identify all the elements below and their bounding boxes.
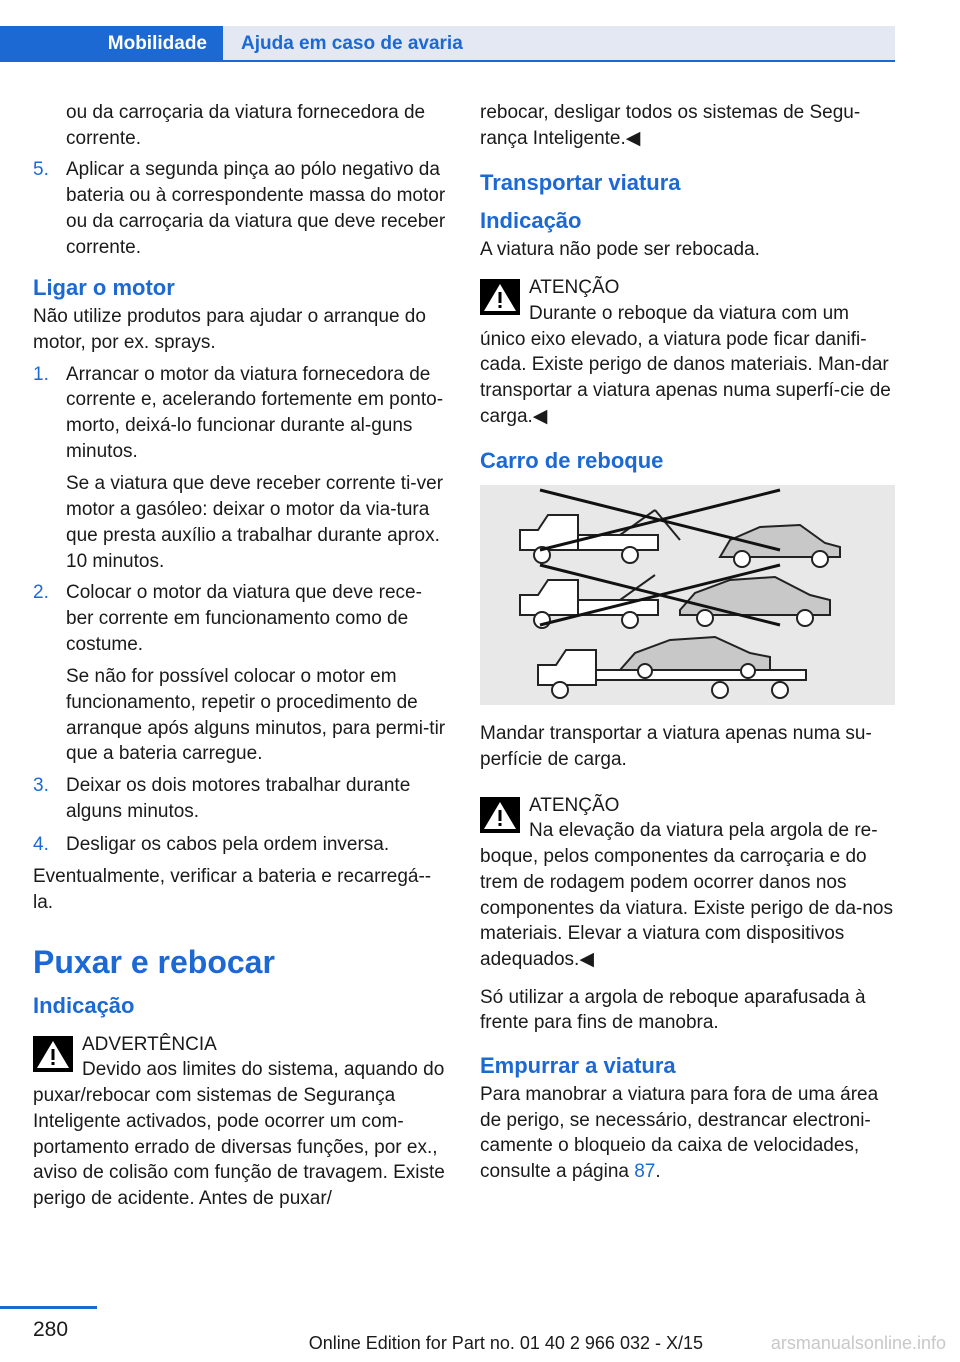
footer-rule bbox=[0, 1306, 97, 1309]
watermark-text: arsmanualsonline.info bbox=[770, 1333, 946, 1353]
list-item-step2 bbox=[33, 580, 446, 657]
step-text: Colocar o motor da viatura que deve rece‐ber corrente em funcionamento como de costume. bbox=[66, 582, 422, 655]
step-text: Aplicar a segunda pinça ao pólo negativo da bateria ou à correspondente massa do motor ou da carroçaria da viatura que deve receber corrente. bbox=[66, 159, 446, 258]
empurrar-end: . bbox=[655, 1161, 661, 1183]
figure-caption: Mandar transportar a viatura apenas numa su‐perfície de carga. bbox=[480, 723, 872, 771]
warning-title: ATENÇÃO bbox=[529, 794, 620, 816]
section-heading-transportar: Transportar viatura bbox=[480, 170, 681, 196]
step-text: Deixar os dois motores trabalhar durante alguns minutos. bbox=[66, 775, 411, 822]
page-link[interactable]: 87 bbox=[634, 1161, 656, 1183]
warning-block-atencao-1 bbox=[480, 275, 895, 429]
list-item-step4 bbox=[33, 832, 446, 858]
edition-text: Online Edition for Part no. 01 40 2 966 032 - X/15 bbox=[308, 1333, 703, 1353]
section-heading-ligar: Ligar o motor bbox=[33, 275, 175, 301]
step-number: 3. bbox=[33, 775, 49, 797]
indicacao-text: A viatura não pode ser rebocada. bbox=[480, 239, 760, 261]
step-number: 2. bbox=[33, 582, 49, 604]
header-rule bbox=[0, 60, 895, 62]
page-header bbox=[0, 0, 960, 60]
step-text: Desligar os cabos pela ordem inversa. bbox=[66, 833, 390, 855]
tow-truck-diagram bbox=[480, 485, 895, 705]
step-number: 5. bbox=[33, 159, 49, 181]
continuation-text: ou da carroçaria da viatura fornecedora de corrente. bbox=[66, 102, 426, 149]
empurrar-text bbox=[480, 1082, 895, 1185]
empurrar-body: Para manobrar a viatura para fora de uma área de perigo, se necessário, destrancar electroni‐camente o bloqueio da caixa de velocidades, consulte a página bbox=[480, 1084, 879, 1183]
chapter-heading-puxar: Puxar e rebocar bbox=[33, 943, 275, 980]
section-heading-indicacao: Indicação bbox=[480, 208, 582, 234]
warning-block-atencao-2 bbox=[480, 793, 895, 973]
warning-triangle-icon bbox=[480, 279, 520, 315]
eventual-text: Eventualmente, verificar a bateria e recarregá‐-la. bbox=[33, 866, 432, 913]
warning-title: ADVERTÊNCIA bbox=[82, 1033, 217, 1055]
step-subtext: Se a viatura que deve receber corrente ti‐ver motor a gasóleo: deixar o motor da via‐tura que presta auxílio a trabalhar durante aprox. 10 minutos. bbox=[66, 473, 444, 572]
continuation-text: rebocar, desligar todos os sistemas de Segu‐rança Inteligente.◀ bbox=[480, 102, 861, 149]
warning-text: Devido aos limites do sistema, aquando do puxar/rebocar com sistemas de Segurança Inteligente activados, pode ocorrer um com‐portamento errado de diversas funções, por ex., aviso de colisão com função de travagem. Existe perigo de acidente. Antes de puxar/ bbox=[33, 1059, 445, 1209]
section-heading-indicacao: Indicação bbox=[33, 992, 135, 1018]
right-column bbox=[480, 100, 895, 1191]
list-item-step5 bbox=[33, 157, 446, 260]
tab-ajuda-avaria[interactable]: Ajuda em caso de avaria bbox=[223, 26, 895, 62]
list-item-step3 bbox=[33, 773, 446, 824]
page-number: 280 bbox=[33, 1318, 69, 1341]
tow-truck-illustration bbox=[480, 485, 895, 705]
step-number: 1. bbox=[33, 363, 49, 385]
warning-title: ATENÇÃO bbox=[529, 277, 620, 299]
section-heading-carro-reboque: Carro de reboque bbox=[480, 448, 664, 474]
warning-text: Durante o reboque da viatura com um único eixo elevado, a viatura pode ficar danifi‐cada. Existe perigo de danos materiais. Man‐dar transportar a viatura apenas numa superfí‐cie de carga.◀ bbox=[480, 302, 891, 427]
warning-text: Na elevação da viatura pela argola de re‐boque, pelos componentes da carroçaria e do trem de rodagem podem ocorrer danos nos componentes da viatura. Existe perigo de da‐nos materiais. Elevar a viatura com dispositivos adequados.◀ bbox=[480, 820, 893, 970]
warning-block-advertencia bbox=[33, 1032, 446, 1212]
warning-triangle-icon bbox=[480, 797, 520, 833]
step-text: Arrancar o motor da viatura fornecedora de corrente e, acelerando fortemente em ponto-morto, deixá-lo funcionar durante al‐guns minutos. bbox=[66, 363, 444, 462]
list-item-step1 bbox=[33, 362, 446, 465]
warning-triangle-icon bbox=[33, 1036, 73, 1072]
argola-text: Só utilizar a argola de reboque aparafusada à frente para fins de manobra. bbox=[480, 986, 866, 1034]
ligar-intro: Não utilize produtos para ajudar o arranque do motor, por ex. sprays. bbox=[33, 306, 426, 353]
left-column bbox=[33, 100, 446, 1222]
section-heading-empurrar: Empurrar a viatura bbox=[480, 1053, 676, 1079]
step-subtext: Se não for possível colocar o motor em funcionamento, repetir o procedimento de arranque após alguns minutos, para permi‐tir que a bateria carregue. bbox=[66, 666, 446, 765]
step-number: 4. bbox=[33, 833, 49, 855]
tab-mobilidade[interactable]: Mobilidade bbox=[0, 26, 223, 62]
